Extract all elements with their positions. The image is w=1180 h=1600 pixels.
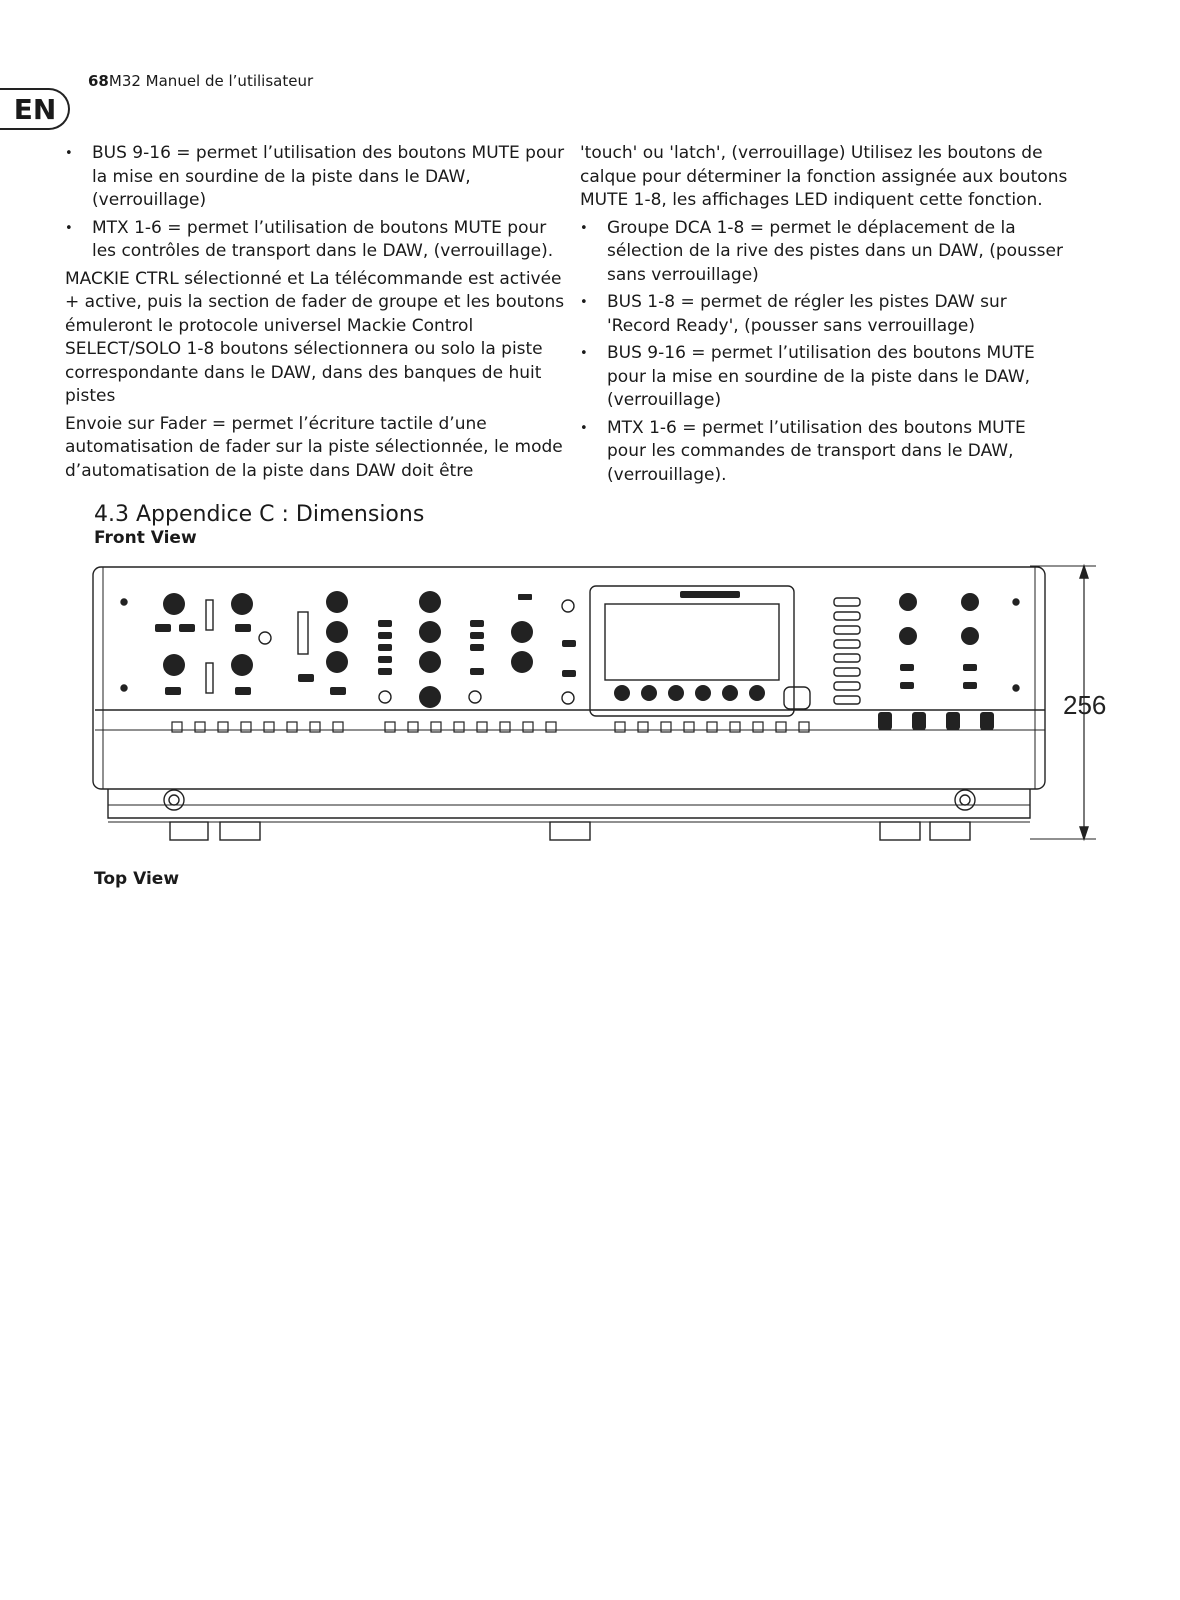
sends-on-fader-paragraph: Envoie sur Fader = permet l’écriture tactile d’une automatisation de fader sur la piste sélectionnée, le mode d’automatisation de la piste dans DAW doit être: [65, 413, 563, 481]
language-tab: EN: [0, 88, 70, 130]
right-bullet-list: [580, 217, 1070, 488]
front-view-heading: Front View: [94, 528, 197, 548]
left-column: [65, 142, 565, 487]
top-view-heading: Top View: [94, 869, 180, 889]
dimension-label: 256: [1063, 690, 1107, 720]
list-item: • Groupe DCA 1-8 = permet le déplacement de la sélection de la rive des pistes dans un DAW, (pousser sans verrouillage): [580, 217, 1070, 288]
list-item: • BUS 9-16 = permet l’utilisation des boutons MUTE pour la mise en sourdine de la piste dans le DAW, (verrouillage): [65, 142, 565, 213]
page-number: 68: [88, 72, 109, 90]
continuation-paragraph: 'touch' ou 'latch', (verrouillage) Utilisez les boutons de calque pour déterminer la fonction assignée aux boutons MUTE 1-8, les affichages LED indiquent cette fonction.: [580, 143, 1068, 210]
manual-title: M32 Manuel de l’utilisateur: [108, 72, 314, 90]
list-item: • MTX 1-6 = permet l’utilisation des boutons MUTE pour les commandes de transport dans le DAW, (verrouillage).: [580, 417, 1070, 488]
list-item: • MTX 1-6 = permet l’utilisation de boutons MUTE pour les contrôles de transport dans le DAW, (verrouillage).: [65, 217, 565, 264]
list-item: • BUS 1-8 = permet de régler les pistes DAW sur 'Record Ready', (pousser sans verrouillage): [580, 291, 1070, 338]
page-header: [88, 72, 313, 90]
section-title: 4.3 Appendice C : Dimensions: [94, 502, 425, 527]
right-column: [580, 142, 1070, 491]
mackie-ctrl-paragraph: MACKIE CTRL sélectionné et La télécommande est activée + active, puis la section de fader de groupe et les boutons émuleront le protocole universel Mackie Control SELECT/SOLO 1-8 boutons sélectionnera ou solo la piste correspondante dans le DAW, dans des banques de huit pistes: [65, 268, 565, 406]
front-view-drawing: [90, 560, 1120, 850]
list-item: • BUS 9-16 = permet l’utilisation des boutons MUTE pour la mise en sourdine de la piste dans le DAW, (verrouillage): [580, 342, 1070, 413]
left-bullet-list: [65, 142, 565, 264]
